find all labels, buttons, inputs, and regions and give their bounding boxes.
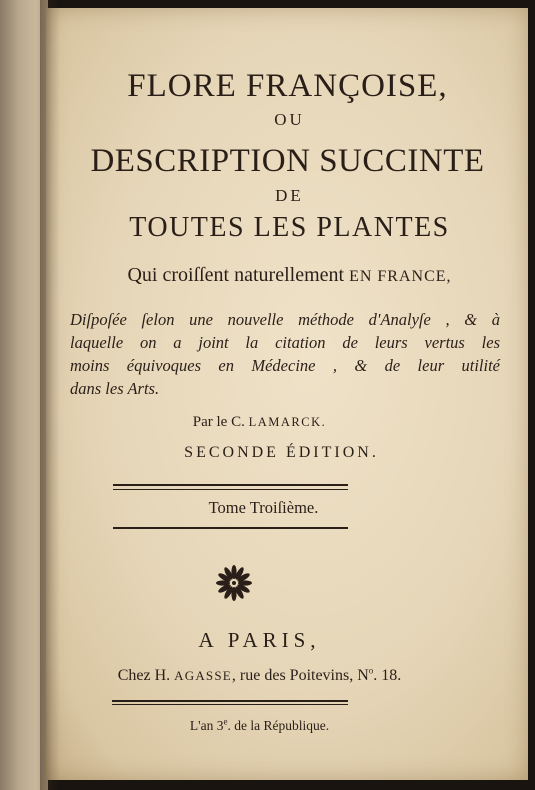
subtitle-description: DESCRIPTION SUCCINTE (90, 143, 485, 179)
author-line (0, 414, 527, 431)
description-line: dans les Arts. (70, 379, 160, 398)
publisher-address: , rue des Poitevins, N (231, 667, 369, 684)
year-suffix: . de la République. (227, 718, 330, 733)
subtitle-france (0, 264, 535, 287)
rule-bottom (113, 527, 348, 529)
publisher-prefix: Chez H. (117, 667, 175, 684)
description-line: moins équivoques en Médecine , & de leur utilité (70, 356, 500, 375)
description-paragraph (70, 308, 500, 400)
title-de: DE (275, 186, 304, 205)
edition-line: SECONDE ÉDITION. (184, 444, 379, 461)
subtitle-plantes: TOUTES LES PLANTES (129, 212, 450, 243)
double-rule-publisher (112, 700, 348, 705)
publisher-name: AGASSE (174, 668, 232, 683)
description-line: Diſpoſée ſelon une nouvelle méthode d'Analyſe , & à (70, 310, 500, 329)
publisher-number: . 18. (373, 667, 402, 684)
author-name: LAMARCK. (248, 415, 327, 429)
france-caps: EN FRANCE, (349, 268, 452, 285)
author-prefix: Par le C. (192, 414, 249, 430)
description-line: laquelle on a joint la citation de leurs vertus les (70, 333, 500, 352)
tome-line: Tome Troiſième. (208, 498, 319, 517)
publisher-sup: o (368, 665, 374, 676)
year-line (0, 718, 527, 734)
publisher-line (0, 667, 527, 685)
title-ou: OU (274, 110, 305, 129)
year-sup: e (223, 716, 228, 727)
double-rule-top (113, 484, 348, 490)
fleuron-ornament-icon (214, 563, 254, 603)
city-line: A PARIS, (198, 628, 321, 652)
main-title: FLORE FRANÇOISE, (127, 68, 448, 104)
year-prefix: L'an 3 (189, 718, 224, 733)
france-text: Qui croiſſent naturellement (127, 264, 350, 286)
